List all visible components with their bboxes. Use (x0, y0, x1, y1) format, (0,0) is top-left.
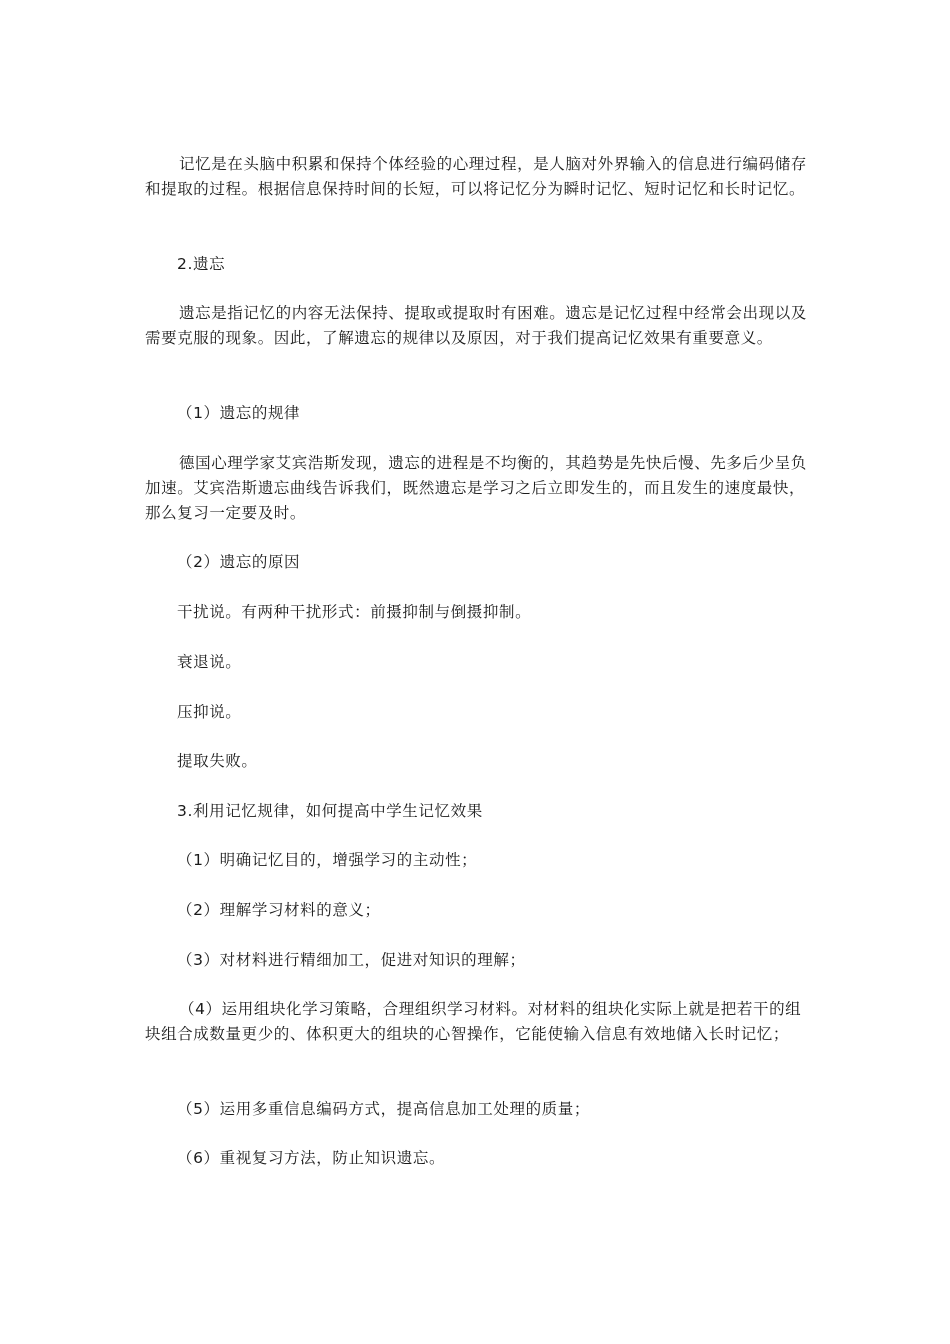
paragraph-repression-theory: 压抑说。 (177, 703, 242, 721)
heading-memory-improvement: 3.利用记忆规律，如何提高中学生记忆效果 (177, 802, 483, 820)
paragraph-ebbinghaus: 德国心理学家艾宾浩斯发现，遗忘的进程是不均衡的，其趋势是先快后慢、先多后少呈负加速。艾宾浩斯遗忘曲线告诉我们，既然遗忘是学习之后立即发生的，而且发生的速度最快，那么复习一定要及时。 (145, 454, 807, 522)
paragraph-forgetting-definition: 遗忘是指记忆的内容无法保持、提取或提取时有困难。遗忘是记忆过程中经常会出现以及需要克服的现象。因此，了解遗忘的规律以及原因，对于我们提高记忆效果有重要意义。 (145, 304, 807, 347)
list-item-meaning: （2）理解学习材料的意义； (177, 901, 381, 919)
list-item-elaboration: （3）对材料进行精细加工，促进对知识的理解； (177, 951, 526, 969)
paragraph-memory-definition: 记忆是在头脑中积累和保持个体经验的心理过程，是人脑对外界输入的信息进行编码储存和提取的过程。根据信息保持时间的长短，可以将记忆分为瞬时记忆、短时记忆和长时记忆。 (145, 155, 807, 198)
list-item-review: （6）重视复习方法，防止知识遗忘。 (177, 1149, 446, 1167)
heading-forgetting-causes: （2）遗忘的原因 (177, 553, 301, 571)
paragraph-interference-theory: 干扰说。有两种干扰形式：前摄抑制与倒摄抑制。 (177, 603, 532, 621)
paragraph-decay-theory: 衰退说。 (177, 653, 242, 671)
heading-forgetting-law: （1）遗忘的规律 (177, 404, 301, 422)
list-item-encoding: （5）运用多重信息编码方式，提高信息加工处理的质量； (177, 1100, 590, 1118)
paragraph-retrieval-failure: 提取失败。 (177, 752, 258, 770)
list-item-goal: （1）明确记忆目的，增强学习的主动性； (177, 851, 478, 869)
list-item-chunking: （4）运用组块化学习策略，合理组织学习材料。对材料的组块化实际上就是把若干的组块组合成数量更少的、体积更大的组块的心智操作，它能使输入信息有效地储入长时记忆； (145, 1000, 802, 1043)
heading-forgetting: 2.遗忘 (177, 255, 226, 273)
